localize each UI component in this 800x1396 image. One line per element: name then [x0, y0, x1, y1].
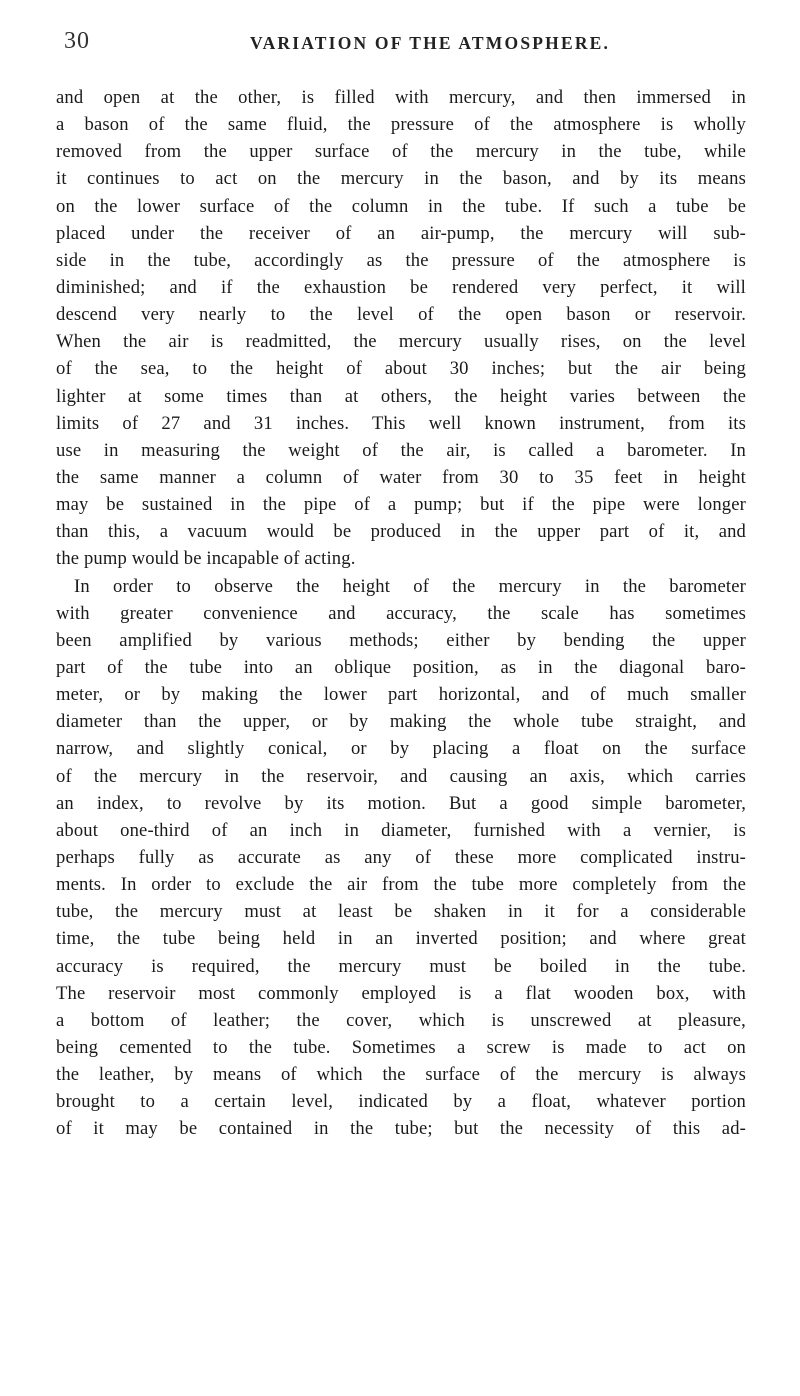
- running-head: VARIATION OF THE ATMOSPHERE.: [250, 33, 611, 53]
- text-line: accuracy is required, the mercury must be boiled in the tube.: [56, 955, 746, 977]
- text-line: side in the tube, accordingly as the pressure of the atmosphere is: [56, 249, 746, 271]
- text-line: the same manner a column of water from 30 to 35 feet in height: [56, 466, 746, 488]
- text-line: perhaps fully as accurate as any of these more complicated instru-: [56, 846, 746, 868]
- text-line: it continues to act on the mercury in the bason, and by its means: [56, 168, 746, 190]
- text-line: being cemented to the tube. Sometimes a screw is made to act on: [56, 1036, 746, 1058]
- text-line: on the lower surface of the column in the tube. If such a tube be: [56, 195, 746, 217]
- page-number: 30: [64, 28, 90, 54]
- text-line: than this, a vacuum would be produced in the upper part of it, and: [56, 521, 746, 543]
- text-line: limits of 27 and 31 inches. This well known instrument, from its: [56, 412, 746, 434]
- text-line: an index, to revolve by its motion. But a good simple barometer,: [56, 792, 746, 814]
- text-line: of it may be contained in the tube; but the necessity of this ad-: [56, 1118, 746, 1140]
- text-line: use in measuring the weight of the air, is called a barometer. In: [56, 439, 746, 461]
- text-line: the pump would be incapable of acting.: [56, 548, 356, 570]
- text-line: placed under the receiver of an air-pump, the mercury will sub-: [56, 222, 746, 244]
- body-text: [56, 84, 746, 1142]
- text-line: When the air is readmitted, the mercury usually rises, on the level: [56, 331, 746, 353]
- text-line: of the sea, to the height of about 30 inches; but the air being: [56, 358, 746, 380]
- text-line: tube, the mercury must at least be shaken in it for a considerable: [56, 901, 746, 923]
- text-line: a bason of the same fluid, the pressure of the atmosphere is wholly: [56, 114, 746, 136]
- text-line: ments. In order to exclude the air from the tube more completely from the: [56, 874, 746, 896]
- text-line: and open at the other, is filled with mercury, and then immersed in: [56, 87, 746, 108]
- text-line: diminished; and if the exhaustion be rendered very perfect, it will: [56, 276, 746, 298]
- text-line: of the mercury in the reservoir, and causing an axis, which carries: [56, 765, 746, 787]
- text-line: lighter at some times than at others, the height varies between the: [56, 385, 746, 407]
- text-line: removed from the upper surface of the mercury in the tube, while: [56, 141, 746, 163]
- text-line: been amplified by various methods; either by bending the upper: [56, 629, 746, 651]
- text-line: the leather, by means of which the surface of the mercury is always: [56, 1064, 746, 1086]
- text-line: part of the tube into an oblique position, as in the diagonal baro-: [56, 656, 746, 678]
- text-line: with greater convenience and accuracy, the scale has sometimes: [56, 602, 746, 624]
- text-line: descend very nearly to the level of the open bason or reservoir.: [56, 304, 746, 326]
- text-line: brought to a certain level, indicated by a float, whatever portion: [56, 1091, 746, 1113]
- text-line: In order to observe the height of the mercury in the barometer: [74, 575, 746, 597]
- text-line: a bottom of leather; the cover, which is unscrewed at pleasure,: [56, 1009, 746, 1031]
- text-line: meter, or by making the lower part horizontal, and of much smaller: [56, 684, 746, 706]
- text-line: time, the tube being held in an inverted position; and where great: [56, 928, 746, 950]
- text-line: about one-third of an inch in diameter, furnished with a vernier, is: [56, 819, 746, 841]
- text-line: The reservoir most commonly employed is a flat wooden box, with: [56, 982, 746, 1004]
- text-line: narrow, and slightly conical, or by placing a float on the surface: [56, 738, 746, 760]
- text-line: diameter than the upper, or by making the whole tube straight, and: [56, 711, 746, 733]
- text-line: may be sustained in the pipe of a pump; but if the pipe were longer: [56, 494, 746, 516]
